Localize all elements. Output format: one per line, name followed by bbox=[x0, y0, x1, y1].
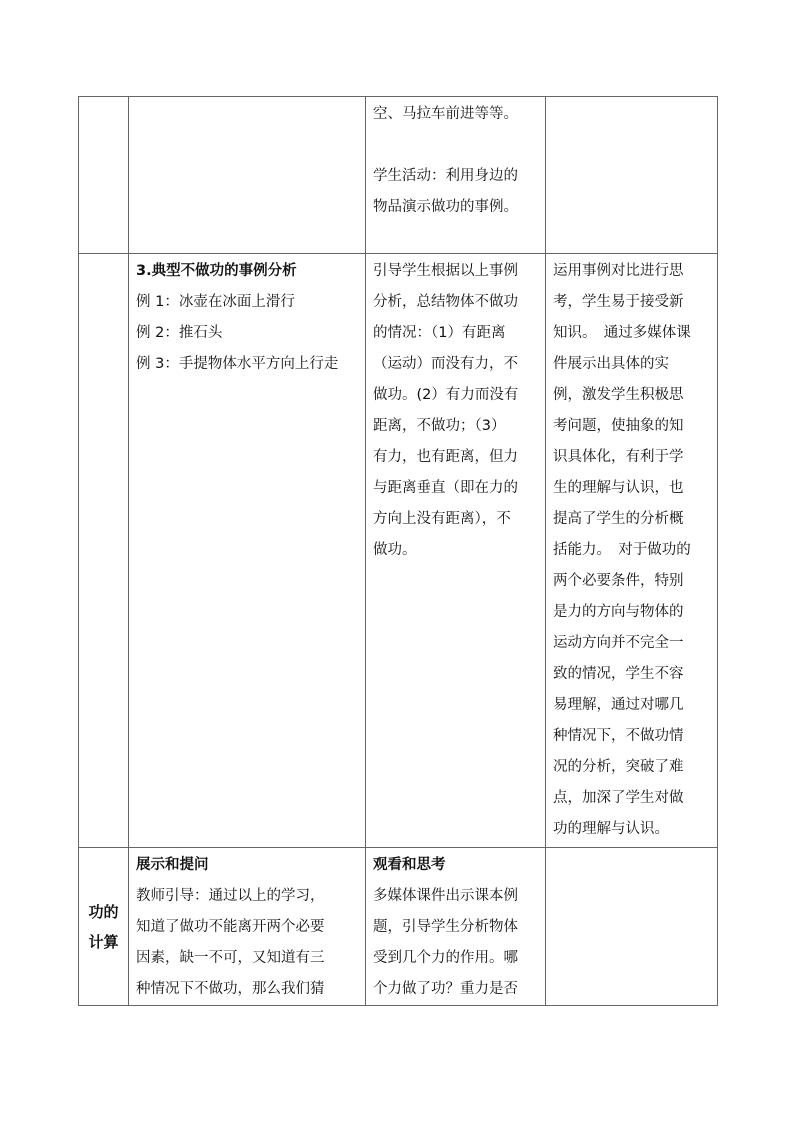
content-cell bbox=[129, 254, 366, 848]
list-item: 例 2：推石头 bbox=[136, 325, 223, 341]
activity-cell bbox=[366, 97, 546, 254]
text-line: 件展示出具体的实 bbox=[553, 356, 669, 372]
intent-cell bbox=[546, 254, 718, 848]
lesson-plan-table bbox=[78, 96, 718, 1006]
text-line: 种情况下不做功，那么我们猜 bbox=[136, 981, 325, 997]
text-line: 括能力。 对于做功的 bbox=[553, 542, 691, 558]
stage-label-line: 计算 bbox=[88, 932, 119, 951]
text-line: 生的理解与认识，也 bbox=[553, 480, 684, 496]
text-line: 引导学生根据以上事例 bbox=[373, 263, 518, 279]
text-line: 考，学生易于接受新 bbox=[553, 294, 684, 310]
stage-label-line: 功的 bbox=[88, 902, 119, 921]
blank-line bbox=[373, 130, 538, 161]
activity-cell bbox=[366, 254, 546, 848]
text-line: 教师引导：通过以上的学习， bbox=[136, 888, 325, 904]
text-line: 学生活动：利用身边的 bbox=[373, 168, 518, 184]
text-line: 距离，不做功；（3） bbox=[373, 418, 506, 434]
text-line: 与距离垂直（即在力的 bbox=[373, 480, 518, 496]
stage-cell bbox=[79, 254, 129, 848]
text-line: 物品演示做功的事例。 bbox=[373, 199, 518, 215]
text-line: 个力做了功？重力是否 bbox=[373, 981, 518, 997]
text-line: 两个必要条件，特别 bbox=[553, 573, 684, 589]
text-line: 例，激发学生积极思 bbox=[553, 387, 684, 403]
text-line: 是力的方向与物体的 bbox=[553, 604, 684, 620]
text-line: 识具体化，有利于学 bbox=[553, 449, 684, 465]
content-cell bbox=[129, 97, 366, 254]
content-cell bbox=[129, 848, 366, 1006]
text-line: 易理解，通过对哪几 bbox=[553, 697, 684, 713]
text-line: 考问题，使抽象的知 bbox=[553, 418, 684, 434]
text-line: 因素，缺一不可，又知道有三 bbox=[136, 950, 325, 966]
text-line: 多媒体课件出示课本例 bbox=[373, 888, 518, 904]
list-item: 例 1：冰壶在冰面上滑行 bbox=[136, 294, 295, 310]
text-line: 空、马拉车前进等等。 bbox=[373, 106, 518, 122]
table-row bbox=[79, 254, 718, 848]
stage-cell bbox=[79, 848, 129, 1006]
text-line: 运用事例对比进行思 bbox=[553, 263, 684, 279]
list-item: 例 3：手提物体水平方向上行走 bbox=[136, 356, 339, 372]
stage-cell bbox=[79, 97, 129, 254]
table-row bbox=[79, 848, 718, 1006]
text-line: （运动）而没有力，不 bbox=[373, 356, 518, 372]
text-line: 运动方向并不完全一 bbox=[553, 635, 684, 651]
text-line: 做功。(2）有力而没有 bbox=[373, 387, 519, 403]
section-heading: 展示和提问 bbox=[136, 857, 209, 873]
intent-cell bbox=[546, 848, 718, 1006]
text-line: 况的分析，突破了难 bbox=[553, 759, 684, 775]
section-heading: 观看和思考 bbox=[373, 857, 446, 873]
table-row bbox=[79, 97, 718, 254]
text-line: 提高了学生的分析概 bbox=[553, 511, 684, 527]
text-line: 功的理解与认识。 bbox=[553, 821, 669, 837]
text-line: 点，加深了学生对做 bbox=[553, 790, 684, 806]
intent-cell bbox=[546, 97, 718, 254]
text-line: 受到几个力的作用。哪 bbox=[373, 950, 518, 966]
text-line: 有力，也有距离，但力 bbox=[373, 449, 518, 465]
text-line: 的情况：（1）有距离 bbox=[373, 325, 506, 341]
text-line: 知道了做功不能离开两个必要 bbox=[136, 919, 325, 935]
section-heading: 3.典型不做功的事例分析 bbox=[136, 263, 297, 279]
text-line: 致的情况，学生不容 bbox=[553, 666, 684, 682]
text-line: 方向上没有距离），不 bbox=[373, 511, 511, 527]
text-line: 题，引导学生分析物体 bbox=[373, 919, 518, 935]
text-line: 分析，总结物体不做功 bbox=[373, 294, 518, 310]
activity-cell bbox=[366, 848, 546, 1006]
text-line: 做功。 bbox=[373, 542, 417, 558]
text-line: 种情况下，不做功情 bbox=[553, 728, 684, 744]
text-line: 知识。 通过多媒体课 bbox=[553, 325, 691, 341]
